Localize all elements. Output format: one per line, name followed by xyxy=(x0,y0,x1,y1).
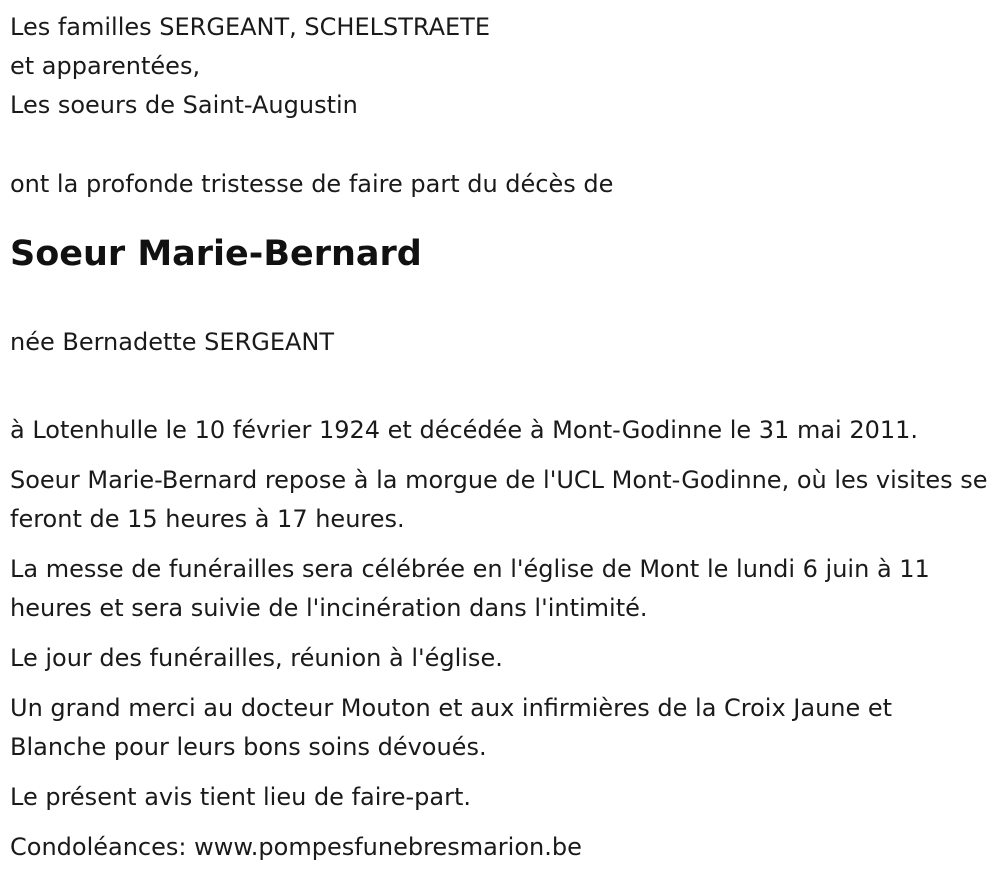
birth-name: née Bernadette SERGEANT xyxy=(10,328,335,356)
funeral-mass-info: La messe de funérailles sera célébrée en l'église de Mont le lundi 6 juin à 11 heures et sera suivie de l'incinération dans l'intimité. xyxy=(10,555,930,622)
birth-death-dates: à Lotenhulle le 10 février 1924 et décédée à Mont-Godinne le 31 mai 2011. xyxy=(10,416,919,444)
visitation-info: Soeur Marie-Bernard repose à la morgue de l'UCL Mont-Godinne, où les visites se feront de 15 heures à 17 heures. xyxy=(10,466,988,533)
families-line: Les familles SERGEANT, SCHELSTRAETE xyxy=(10,13,490,41)
notice-statement: Le présent avis tient lieu de faire-part. xyxy=(10,783,472,811)
deceased-name: Soeur Marie-Bernard xyxy=(10,234,422,274)
relatives-line: et apparentées, xyxy=(10,52,201,80)
families-block xyxy=(10,8,995,125)
obituary-notice xyxy=(10,8,995,867)
sisters-line: Les soeurs de Saint-Augustin xyxy=(10,91,358,119)
announcement-intro: ont la profonde tristesse de faire part du décès de xyxy=(10,170,614,198)
gathering-info: Le jour des funérailles, réunion à l'église. xyxy=(10,644,503,672)
condolences-website: Condoléances: www.pompesfunebresmarion.be xyxy=(10,833,582,861)
thanks-note: Un grand merci au docteur Mouton et aux infirmières de la Croix Jaune et Blanche pour leurs bons soins dévoués. xyxy=(10,694,893,761)
